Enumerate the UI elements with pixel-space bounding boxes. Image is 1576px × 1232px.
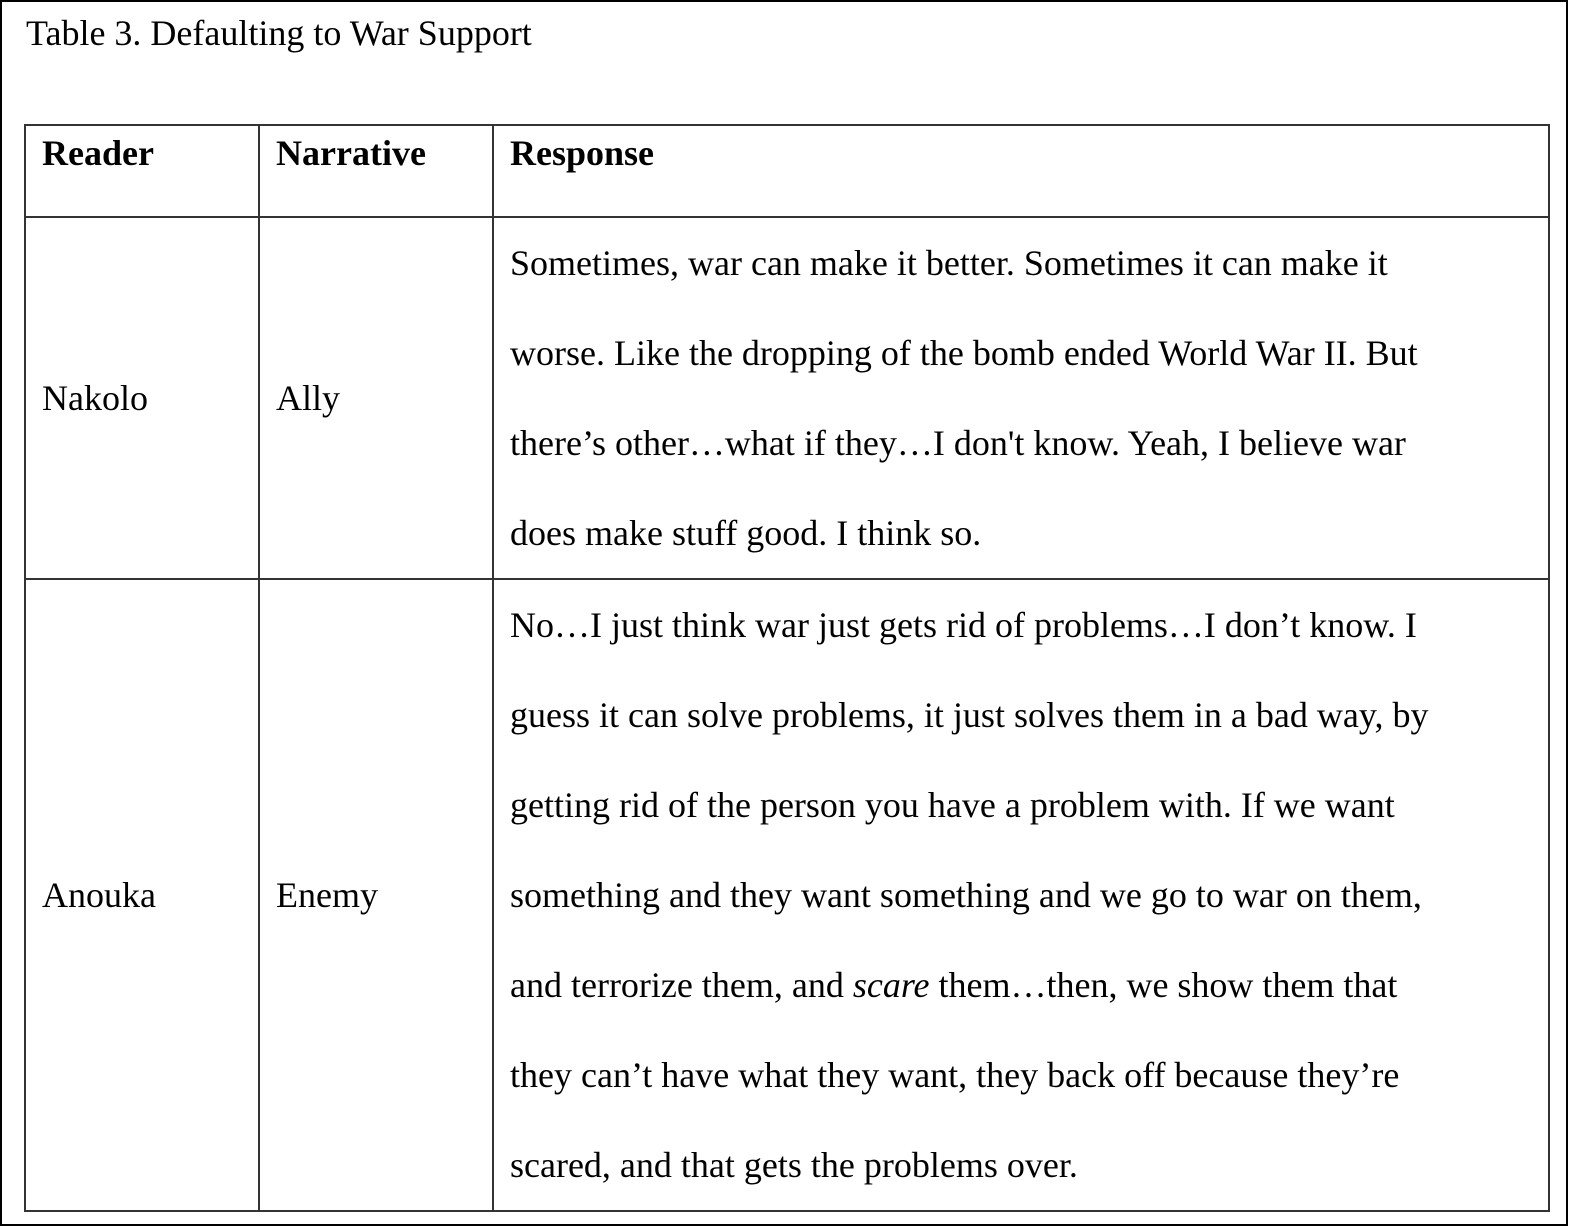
response-line: scared, and that gets the problems over. bbox=[510, 1145, 1078, 1185]
response-line: there’s other…what if they…I don't know. Yeah, I believe war bbox=[510, 423, 1406, 463]
header-reader: Reader bbox=[25, 125, 259, 217]
reader-cell: Nakolo bbox=[25, 217, 259, 579]
response-line: guess it can solve problems, it just solves them in a bad way, by bbox=[510, 695, 1429, 735]
header-narrative: Narrative bbox=[259, 125, 493, 217]
narrative-cell: Enemy bbox=[259, 579, 493, 1211]
table-row bbox=[25, 217, 1549, 579]
response-line: something and they want something and we go to war on them, bbox=[510, 875, 1422, 915]
response-text: them…then, we show them that bbox=[929, 965, 1398, 1005]
table-row bbox=[25, 579, 1549, 1211]
narrative-cell: Ally bbox=[259, 217, 493, 579]
emphasized-word: scare bbox=[852, 965, 930, 1005]
response-line: they can’t have what they want, they back off because they’re bbox=[510, 1055, 1400, 1095]
response-line: worse. Like the dropping of the bomb ended World War II. But bbox=[510, 333, 1418, 373]
response-line: Sometimes, war can make it better. Sometimes it can make it bbox=[510, 243, 1388, 283]
response-line: getting rid of the person you have a problem with. If we want bbox=[510, 785, 1395, 825]
reader-cell: Anouka bbox=[25, 579, 259, 1211]
response-text: and terrorize them, and bbox=[510, 965, 853, 1005]
response-line: No…I just think war just gets rid of problems…I don’t know. I bbox=[510, 605, 1417, 645]
response-line-with-emphasis bbox=[510, 940, 1532, 1030]
response-cell bbox=[493, 579, 1549, 1211]
header-response: Response bbox=[493, 125, 1549, 217]
data-table bbox=[24, 124, 1550, 1212]
response-line: does make stuff good. I think so. bbox=[510, 513, 982, 553]
table-caption: Table 3. Defaulting to War Support bbox=[26, 13, 532, 53]
response-cell bbox=[493, 217, 1549, 579]
table-header-row bbox=[25, 125, 1549, 217]
